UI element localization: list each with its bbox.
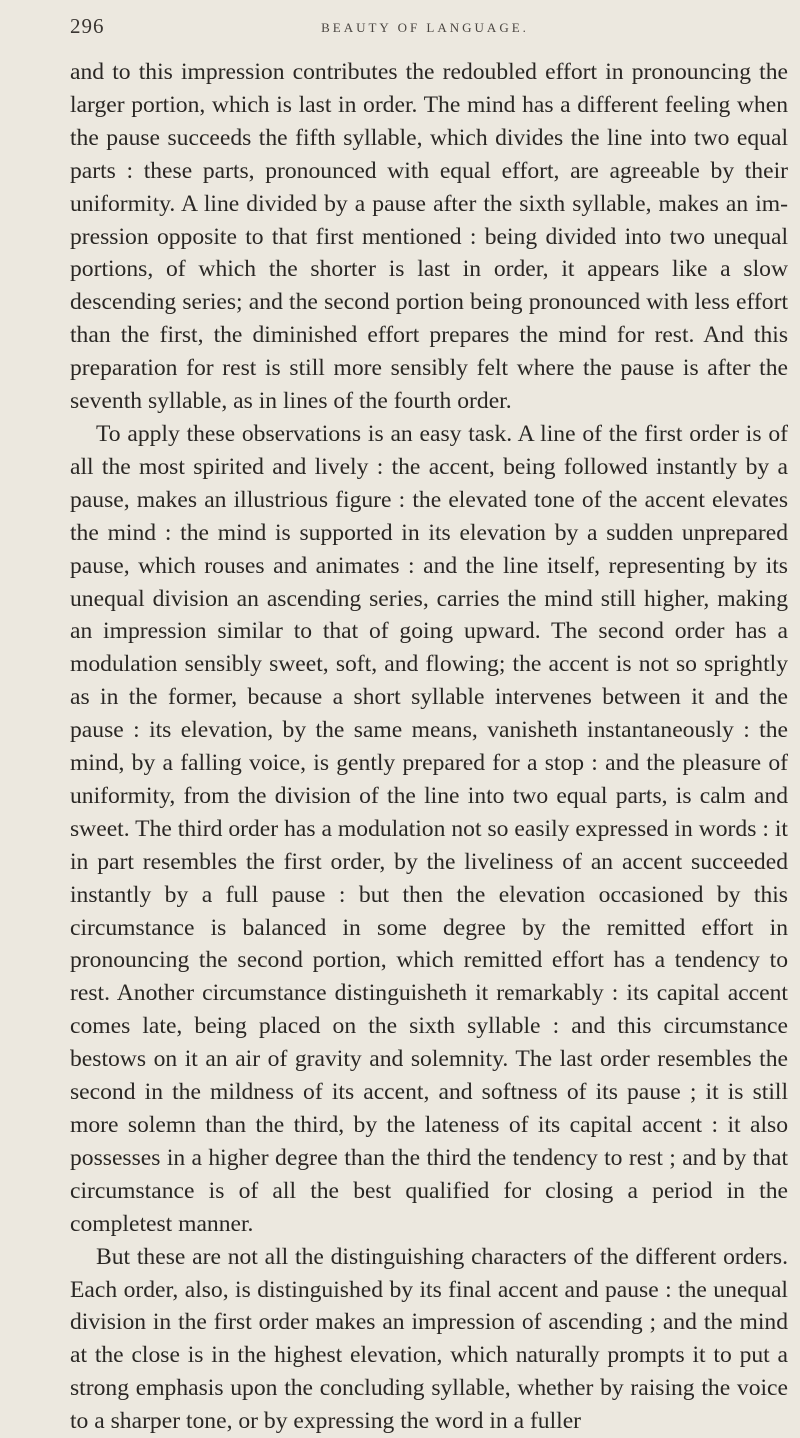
paragraph-3: But these are not all the distinguishing characters of the different orders. Each order, also, is distinguished by its final accent and pause : the unequal division in the first order makes an impression of ascending ; and the mind at the close is in the highest elevation, which naturally prompts it to put a strong emphasis upon the concluding syllable, whether by raising the voice to a sharper tone, or by expressing the word in a fuller	[70, 1243, 788, 1435]
page-number: 296	[70, 14, 105, 38]
paragraph-1: and to this impression contributes the redoubled effort in pronouncing the larger portion, which is last in order. The mind has a different feeling when the pause succeeds the fifth syllable, which divides the line into two equal parts : these parts, pronounced with equal effort, are agreeable by their uniformity. A line divided by a pause after the sixth syllable, makes an impression opposite to that first mentioned : being divided into two unequal portions, of which the shorter is last in order, it appears like a slow descending series; and the second portion being pronounced with less effort than the first, the diminished effort prepares the mind for rest. And this preparation for rest is still more sensibly felt where the pause is after the seventh syllable, as in lines of the fourth order.	[70, 59, 788, 415]
running-title: BEAUTY OF LANGUAGE.	[321, 20, 529, 35]
running-head	[70, 14, 780, 44]
body-text	[70, 56, 788, 1438]
paragraph-2: To apply these observations is an easy task. A line of the first order is of all the most spirited and lively : the accent, being followed instantly by a pause, makes an illustrious figure : the elevated tone of the accent elevates the mind : the mind is supported in its elevation by a sudden unprepared pause, which rouses and animates : and the line itself, representing by its unequal division an ascending series, carries the mind still higher, making an impression similar to that of going upward. The second order has a modulation sensibly sweet, soft, and flowing; the accent is not so sprightly as in the former, because a short syllable intervenes between it and the pause : its elevation, by the same means, vanisheth instantaneously : the mind, by a falling voice, is gently prepared for a stop : and the pleasure of uniformity, from the division of the line into two equal parts, is calm and sweet. The third order has a modulation not so easily expressed in words : it in part resembles the first order, by the liveliness of an accent succeeded instantly by a full pause : but then the elevation occasioned by this circumstance is balanced in some degree by the remitted effort in pronouncing the second portion, which remitted effort has a tendency to rest. Another circumstance distinguisheth it remarkably : its capital accent comes late, being placed on the sixth syllable : and this circumstance bestows on it an air of gravity and solemnity. The last order resembles the second in the mildness of its accent, and softness of its pause ; it is still more solemn than the third, by the lateness of its capital accent : it also possesses in a higher degree than the third the tendency to rest ; and by that circumstance is of all the best qualified for closing a period in the completest manner.	[70, 420, 788, 1237]
